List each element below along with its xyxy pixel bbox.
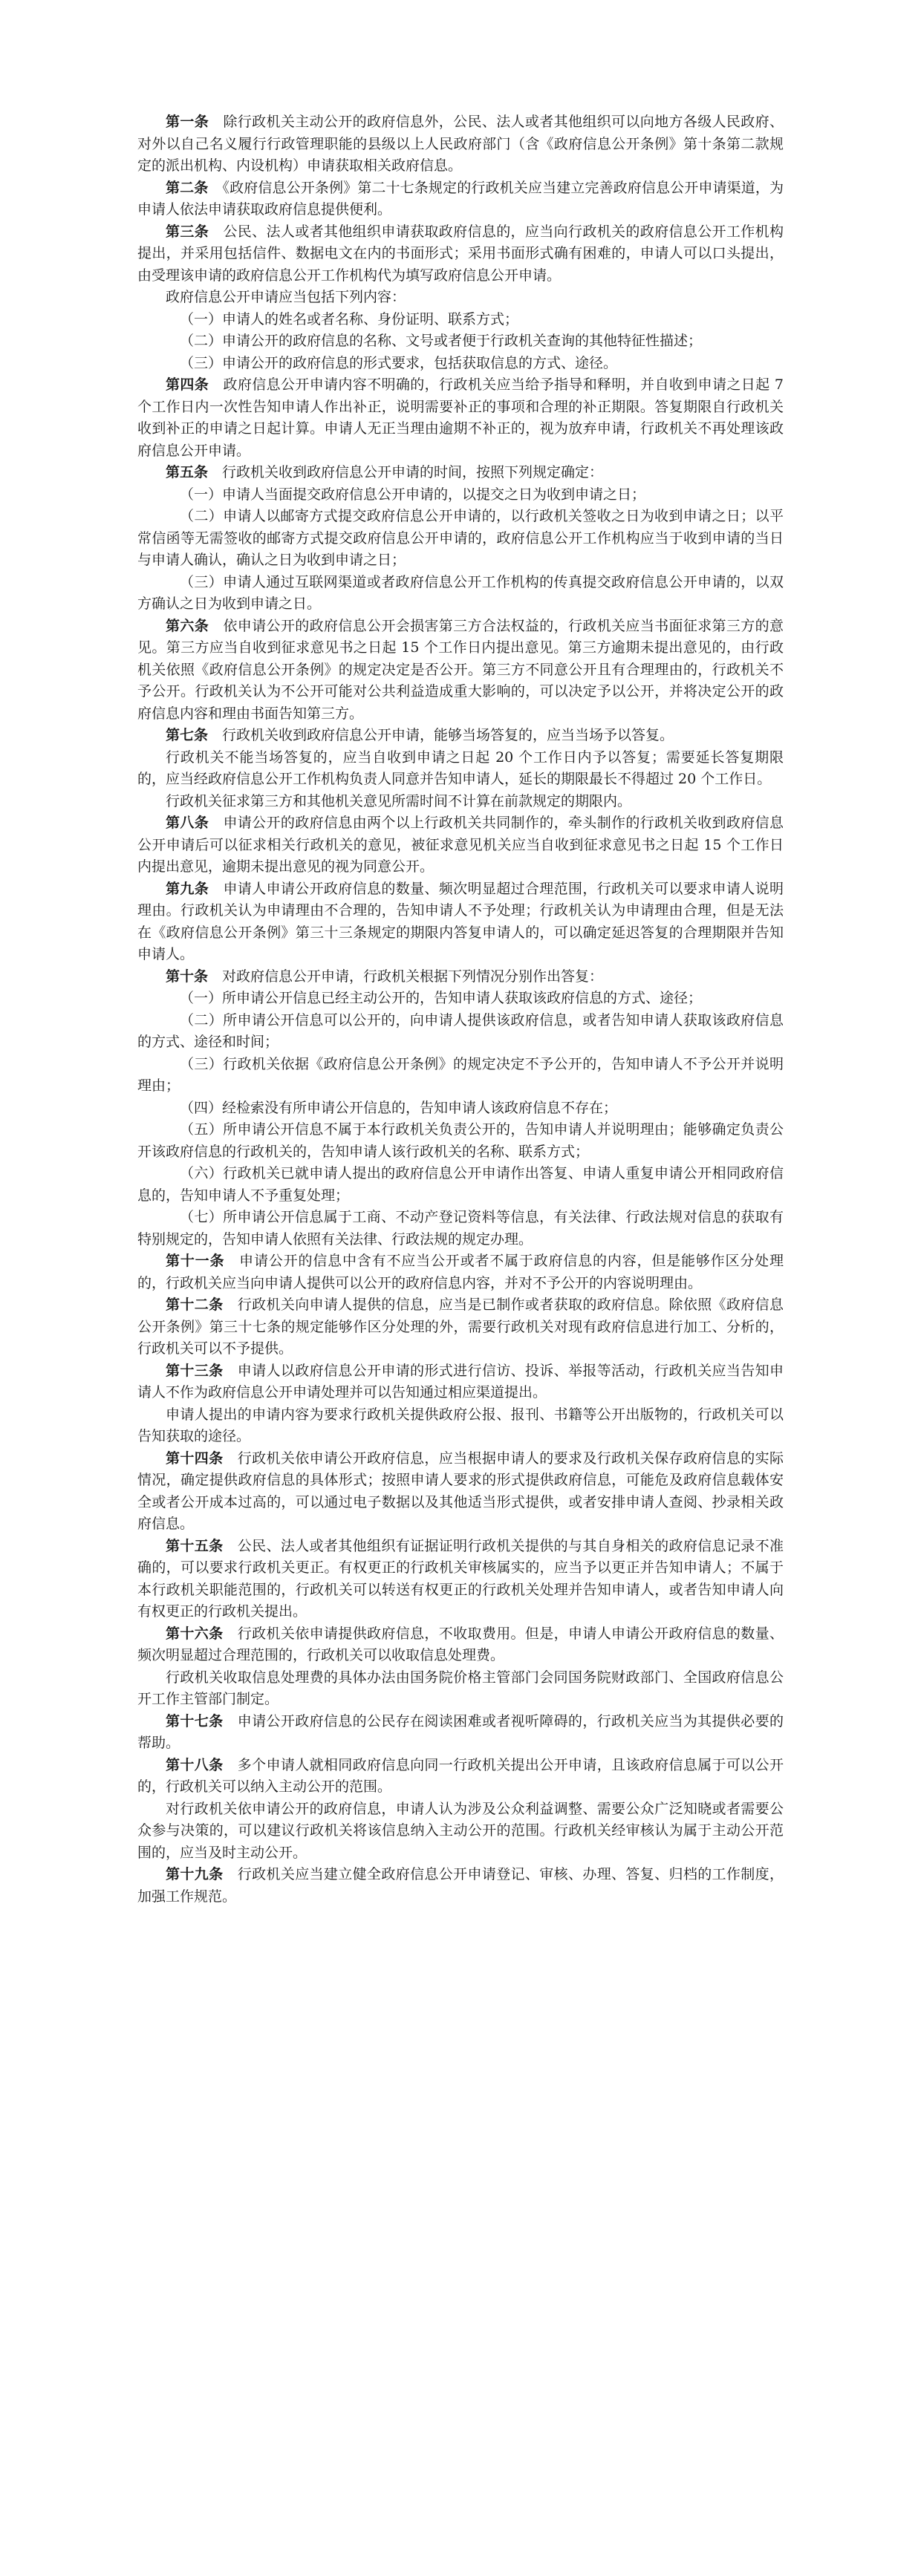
- article-label: 第八条: [166, 815, 209, 831]
- article-text: 申请人申请公开政府信息的数量、频次明显超过合理范围，行政机关可以要求申请人说明理由。行政机关认为申请理由不合理的，告知申请人不予处理；行政机关认为申请理由合理，但是无法在《政府信息公开条例》第三十三条规定的期限内答复申请人的，可以确定延迟答复的合理期限并告知申请人。: [137, 880, 784, 962]
- paragraph: 申请人提出的申请内容为要求行政机关提供政府公报、报刊、书籍等公开出版物的，行政机关可以告知获取的途径。: [137, 1406, 784, 1444]
- article-label: 第十六条: [166, 1625, 224, 1642]
- article-text: 申请公开的政府信息由两个以上行政机关共同制作的，牵头制作的行政机关收到政府信息公开申请后可以征求相关行政机关的意见，被征求意见机关应当自收到征求意见书之日起 15 个工作日内提出意见，逾期未提出意见的视为同意公开。: [137, 815, 784, 875]
- article-text: 对政府信息公开申请，行政机关根据下列情况分别作出答复：: [222, 968, 604, 985]
- article-paragraph: [137, 812, 784, 878]
- article-text: 行政机关应当建立健全政府信息公开申请登记、审核、办理、答复、归档的工作制度，加强工作规范。: [137, 1866, 784, 1905]
- article-label: 第十四条: [166, 1450, 224, 1467]
- article-paragraph: [137, 1294, 784, 1360]
- article-label: 第十八条: [166, 1756, 224, 1773]
- list-item: （二）申请公开的政府信息的名称、文号或者便于行政机关查询的其他特征性描述；: [180, 333, 703, 349]
- paragraph: 行政机关征求第三方和其他机关意见所需时间不计算在前款规定的期限内。: [166, 792, 632, 809]
- list-item: （一）申请人的姓名或者名称、身份证明、联系方式；: [180, 310, 519, 327]
- article-paragraph: [137, 177, 784, 221]
- article-paragraph: [137, 878, 784, 966]
- article-text: 多个申请人就相同政府信息向同一行政机关提出公开申请，且该政府信息属于可以公开的，行政机关可以纳入主动公开的范围。: [137, 1756, 784, 1795]
- article-text: 行政机关收到政府信息公开申请的时间，按照下列规定确定：: [222, 464, 604, 480]
- paragraph: 行政机关不能当场答复的，应当自收到申请之日起 20 个工作日内予以答复；需要延长答复期限的，应当经政府信息公开工作机构负责人同意并告知申请人，延长的期限最长不得超过 20 个工作日。: [137, 749, 784, 787]
- article-paragraph: [137, 374, 784, 462]
- article-paragraph: [137, 725, 784, 747]
- paragraph: 政府信息公开申请应当包括下列内容：: [166, 289, 406, 305]
- article-text: 行政机关向申请人提供的信息，应当是已制作或者获取的政府信息。除依照《政府信息公开条例》第三十七条的规定能够作区分处理的外，需要行政机关对现有政府信息进行加工、分析的，行政机关可以不予提供。: [137, 1297, 784, 1357]
- article-text: 行政机关依申请提供政府信息，不收取费用。但是，申请人申请公开政府信息的数量、频次明显超过合理范围的，行政机关可以收取信息处理费。: [137, 1625, 784, 1663]
- article-text: 公民、法人或者其他组织有证据证明行政机关提供的与其自身相关的政府信息记录不准确的，可以要求行政机关更正。有权更正的行政机关审核属实的，应当予以更正并告知申请人；不属于本行政机关职能范围的，行政机关可以转送有权更正的行政机关处理并告知申请人，或者告知申请人向有权更正的行政机关提出。: [137, 1537, 784, 1620]
- article-text: 行政机关收到政府信息公开申请，能够当场答复的，应当当场予以答复。: [222, 727, 674, 743]
- article-paragraph: [137, 1536, 784, 1623]
- article-paragraph: [137, 1448, 784, 1536]
- article-paragraph: [137, 1755, 784, 1799]
- article-text: 《政府信息公开条例》第二十七条规定的行政机关应当建立完善政府信息公开申请渠道，为申请人依法申请获取政府信息提供便利。: [137, 179, 784, 218]
- article-paragraph: [137, 616, 784, 725]
- article-text: 除行政机关主动公开的政府信息外，公民、法人或者其他组织可以向地方各级人民政府、对外以自己名义履行行政管理职能的县级以上人民政府部门（含《政府信息公开条例》第十条第二款规定的派出机构、内设机构）申请获取相关政府信息。: [137, 114, 784, 174]
- article-label: 第三条: [166, 223, 209, 240]
- article-label: 第六条: [166, 617, 209, 634]
- article-paragraph: [137, 1250, 784, 1294]
- list-item: （六）行政机关已就申请人提出的政府信息公开申请作出答复、申请人重复申请公开相同政府信息的，告知申请人不予重复处理；: [137, 1165, 784, 1204]
- article-text: 政府信息公开申请内容不明确的，行政机关应当给予指导和释明，并自收到申请之日起 7 个工作日内一次性告知申请人作出补正，说明需要补正的事项和合理的补正期限。答复期限自行政机关收到补正的申请之日起计算。申请人无正当理由逾期不补正的，视为放弃申请，行政机关不再处理该政府信息公开申请。: [137, 376, 784, 459]
- list-item: （四）经检索没有所申请公开信息的，告知申请人该政府信息不存在；: [180, 1099, 618, 1116]
- list-item: （七）所申请公开信息属于工商、不动产登记资料等信息，有关法律、行政法规对信息的获取有特别规定的，告知申请人依照有关法律、行政法规的规定办理。: [137, 1209, 784, 1248]
- article-label: 第十条: [166, 968, 209, 985]
- list-item: （三）行政机关依据《政府信息公开条例》的规定决定不予公开的，告知申请人不予公开并说明理由；: [137, 1055, 784, 1094]
- article-paragraph: [137, 462, 784, 484]
- article-paragraph: [137, 221, 784, 287]
- list-item: （二）申请人以邮寄方式提交政府信息公开申请的，以行政机关签收之日为收到申请之日；以平常信函等无需签收的邮寄方式提交政府信息公开申请的，政府信息公开工作机构应当于收到申请的当日与申请人确认，确认之日为收到申请之日；: [137, 508, 784, 568]
- article-label: 第十一条: [166, 1253, 225, 1269]
- article-text: 申请公开的信息中含有不应当公开或者不属于政府信息的内容，但是能够作区分处理的，行政机关应当向申请人提供可以公开的政府信息内容，并对不予公开的内容说明理由。: [137, 1253, 784, 1291]
- document-body: [137, 111, 784, 1908]
- article-text: 依申请公开的政府信息公开会损害第三方合法权益的，行政机关应当书面征求第三方的意见。第三方应当自收到征求意见书之日起 15 个工作日内提出意见。第三方逾期未提出意见的，由行政机关依照《政府信息公开条例》的规定决定是否公开。第三方不同意公开且有合理理由的，行政机关不予公开。行政机关认为不公开可能对公共利益造成重大影响的，可以决定予以公开，并将决定公开的政府信息内容和理由书面告知第三方。: [137, 617, 784, 722]
- list-item: （二）所申请公开信息可以公开的，向申请人提供该政府信息，或者告知申请人获取该政府信息的方式、途径和时间；: [137, 1011, 784, 1050]
- article-label: 第十三条: [166, 1362, 224, 1379]
- article-label: 第十二条: [166, 1297, 224, 1313]
- article-label: 第五条: [166, 464, 209, 480]
- article-text: 行政机关依申请公开政府信息，应当根据申请人的要求及行政机关保存政府信息的实际情况，确定提供政府信息的具体形式；按照申请人要求的形式提供政府信息，可能危及政府信息载体安全或者公开成本过高的，可以通过电子数据以及其他适当形式提供，或者安排申请人查阅、抄录相关政府信息。: [137, 1450, 784, 1532]
- article-text: 申请人以政府信息公开申请的形式进行信访、投诉、举报等活动，行政机关应当告知申请人不作为政府信息公开申请处理并可以告知通过相应渠道提出。: [137, 1362, 784, 1401]
- article-label: 第十七条: [166, 1712, 224, 1729]
- article-label: 第九条: [166, 880, 209, 897]
- article-paragraph: [137, 1623, 784, 1667]
- article-label: 第二条: [166, 179, 209, 196]
- list-item: （三）申请公开的政府信息的形式要求，包括获取信息的方式、途径。: [180, 354, 618, 371]
- article-paragraph: [137, 1864, 784, 1908]
- paragraph: 对行政机关依申请公开的政府信息，申请人认为涉及公众利益调整、需要公众广泛知晓或者需要公众参与决策的，可以建议行政机关将该信息纳入主动公开的范围。行政机关经审核认为属于主动公开范围的，应当及时主动公开。: [137, 1800, 784, 1861]
- list-item: （三）申请人通过互联网渠道或者政府信息公开工作机构的传真提交政府信息公开申请的，以双方确认之日为收到申请之日。: [137, 573, 784, 612]
- paragraph: 行政机关收取信息处理费的具体办法由国务院价格主管部门会同国务院财政部门、全国政府信息公开工作主管部门制定。: [137, 1669, 784, 1707]
- article-label: 第一条: [166, 114, 209, 130]
- article-text: 申请公开政府信息的公民存在阅读困难或者视听障碍的，行政机关应当为其提供必要的帮助。: [137, 1712, 784, 1751]
- article-label: 第七条: [166, 727, 209, 743]
- article-paragraph: [137, 111, 784, 177]
- article-paragraph: [137, 966, 784, 988]
- list-item: （五）所申请公开信息不属于本行政机关负责公开的，告知申请人并说明理由；能够确定负责公开该政府信息的行政机关的，告知申请人该行政机关的名称、联系方式；: [137, 1121, 784, 1160]
- article-paragraph: [137, 1711, 784, 1755]
- article-label: 第四条: [166, 376, 209, 393]
- list-item: （一）申请人当面提交政府信息公开申请的，以提交之日为收到申请之日；: [180, 486, 646, 503]
- article-text: 公民、法人或者其他组织申请获取政府信息的，应当向行政机关的政府信息公开工作机构提出，并采用包括信件、数据电文在内的书面形式；采用书面形式确有困难的，申请人可以口头提出，由受理该申请的政府信息公开工作机构代为填写政府信息公开申请。: [137, 223, 784, 284]
- article-label: 第十九条: [166, 1866, 224, 1882]
- article-label: 第十五条: [166, 1537, 224, 1554]
- list-item: （一）所申请公开信息已经主动公开的，告知申请人获取该政府信息的方式、途径；: [180, 990, 703, 1006]
- article-paragraph: [137, 1360, 784, 1404]
